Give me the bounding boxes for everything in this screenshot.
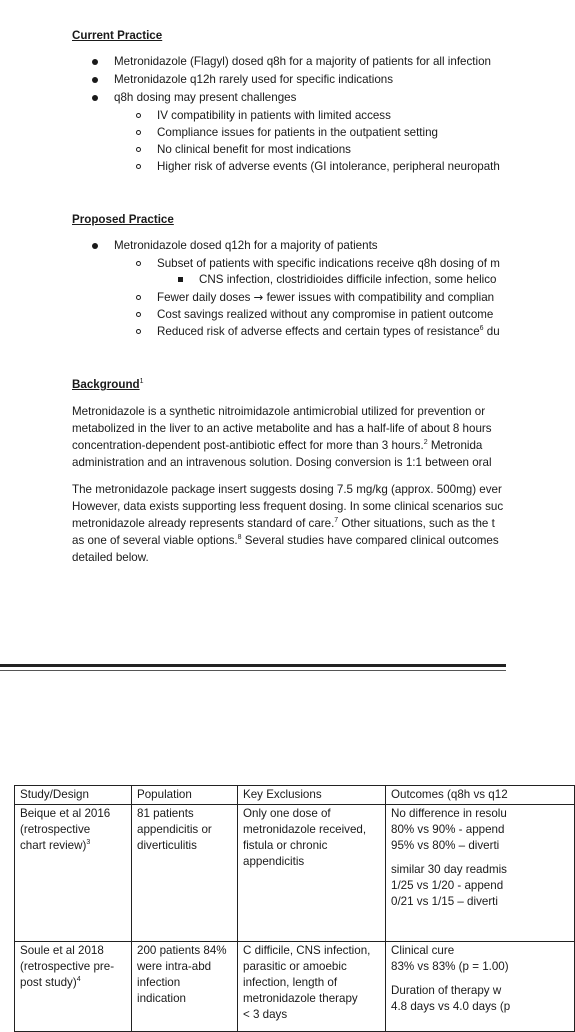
current-subitem-2: Compliance issues for patients in the outpatient setting — [157, 126, 438, 139]
bullet-icon — [92, 243, 98, 249]
bullet-icon — [92, 77, 98, 83]
table-header-exclusions: Key Exclusions — [238, 786, 386, 805]
bullet-icon — [92, 59, 98, 65]
background-p2-line-3: metronidazole already represents standard of care.$^7$ Other situations, such as the t — [72, 517, 495, 530]
current-subitem-1: IV compatibility in patients with limited access — [157, 109, 391, 122]
proposed-item-1: Metronidazole dosed q12h for a majority of patients — [114, 239, 378, 252]
square-bullet-icon — [178, 277, 183, 282]
sub-bullet-icon — [136, 295, 141, 300]
study-table — [14, 785, 575, 1032]
table-row — [15, 942, 575, 1032]
proposed-subitem-3: Cost savings realized without any compromise in patient outcome — [157, 308, 494, 321]
arrow-icon: → — [253, 290, 264, 304]
table-cell-outcomes: Clinical cure 83% vs 83% (p = 1.00) Duration of therapy w 4.8 days vs 4.0 days (p — [386, 942, 575, 1032]
table-cell-exclusions: Only one dose of metronidazole received, fistula or chronic appendicitis — [238, 805, 386, 942]
sub-bullet-icon — [136, 130, 141, 135]
background-p2-line-5: detailed below. — [72, 551, 149, 564]
sub-bullet-icon — [136, 147, 141, 152]
proposed-practice-heading: Proposed Practice — [72, 213, 174, 226]
sub-bullet-icon — [136, 329, 141, 334]
current-item-3: q8h dosing may present challenges — [114, 91, 297, 104]
bullet-icon — [92, 95, 98, 101]
sub-bullet-icon — [136, 164, 141, 169]
background-p1-line-3: concentration-dependent post-antibiotic effect for more than 3 hours.$^2$ Metronida — [72, 439, 483, 452]
current-item-2: Metronidazole q12h rarely used for specific indications — [114, 73, 394, 86]
background-heading: Background$^1$ — [72, 378, 144, 391]
table-cell-exclusions: C difficile, CNS infection, parasitic or amoebic infection, length of metronidazole therapy < 3 days — [238, 942, 386, 1032]
sub-bullet-icon — [136, 312, 141, 317]
background-p2-line-1: The metronidazole package insert suggests dosing 7.5 mg/kg (approx. 500mg) ever — [72, 483, 502, 496]
current-subitem-4: Higher risk of adverse events (GI intolerance, peripheral neuropath — [157, 160, 500, 173]
table-header-study: Study/Design — [15, 786, 132, 805]
proposed-subsubitem-1: CNS infection, clostridioides difficile infection, some helico — [199, 273, 497, 286]
background-p1-line-1: Metronidazole is a synthetic nitroimidazole antimicrobial utilized for prevention or — [72, 405, 486, 418]
background-p1-line-2: metabolized in the liver to an active metabolite and has a half-life of about 8 hours — [72, 422, 492, 435]
table-cell-outcomes: No difference in resolu 80% vs 90% - append 95% vs 80% – diverti similar 30 day readmis 1/25 vs 1/20 - append 0/21 vs 1/15 – diverti — [386, 805, 575, 942]
table-header-population: Population — [132, 786, 238, 805]
background-p2-line-4: as one of several viable options.$^8$ Several studies have compared clinical outcomes — [72, 534, 499, 547]
sub-bullet-icon — [136, 261, 141, 266]
background-p1-line-4: administration and an intravenous solution. Dosing conversion is 1:1 between oral — [72, 456, 492, 469]
table-cell-study: Beique et al 2016 (retrospective chart review)$^3$ — [15, 805, 132, 942]
proposed-subitem-2: Fewer daily doses → fewer issues with compatibility and complian — [157, 290, 495, 304]
table-header-row — [15, 786, 575, 805]
table-cell-study: Soule et al 2018 (retrospective pre- post study)$^4$ — [15, 942, 132, 1032]
background-p2-line-2: However, data exists supporting less frequent dosing. In some clinical scenarios suc — [72, 500, 504, 513]
table-cell-population: 200 patients 84% were intra-abd infection indication — [132, 942, 238, 1032]
table-cell-population: 81 patients appendicitis or diverticulitis — [132, 805, 238, 942]
current-subitem-3: No clinical benefit for most indications — [157, 143, 351, 156]
current-item-1: Metronidazole (Flagyl) dosed q8h for a majority of patients for all infection — [114, 55, 491, 68]
page-break-divider — [0, 664, 506, 667]
table-row — [15, 805, 575, 942]
current-practice-heading: Current Practice — [72, 29, 163, 42]
sub-bullet-icon — [136, 113, 141, 118]
proposed-subitem-4: Reduced risk of adverse effects and certain types of resistance$^6$ du — [157, 325, 500, 338]
proposed-subitem-1: Subset of patients with specific indications receive q8h dosing of m — [157, 257, 500, 270]
table-header-outcomes: Outcomes (q8h vs q12 — [386, 786, 575, 805]
page-break-divider-thin — [0, 670, 506, 671]
